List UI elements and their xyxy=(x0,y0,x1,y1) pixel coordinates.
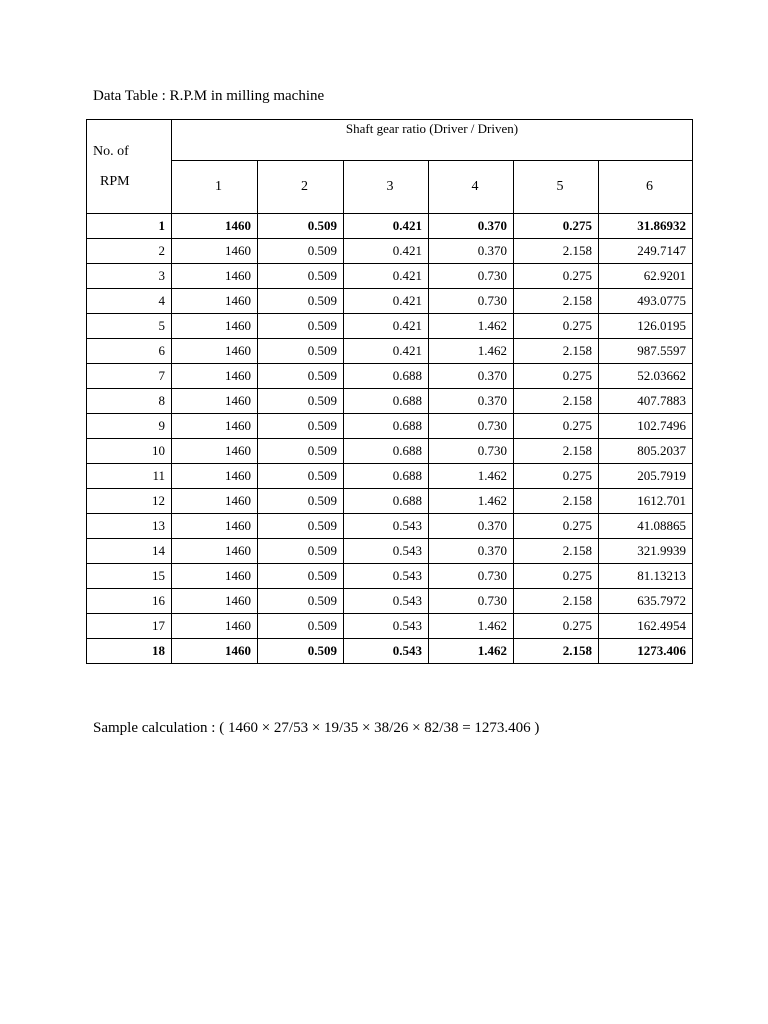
row-number-cell: 17 xyxy=(87,614,172,639)
table-cell: 321.9939 xyxy=(599,539,693,564)
table-cell: 0.730 xyxy=(429,289,514,314)
table-cell: 0.730 xyxy=(429,264,514,289)
table-cell: 0.509 xyxy=(258,264,344,289)
table-row xyxy=(87,264,693,289)
row-number-cell: 18 xyxy=(87,639,172,664)
row-number-cell: 6 xyxy=(87,339,172,364)
table-row xyxy=(87,314,693,339)
table-row xyxy=(87,589,693,614)
table-row xyxy=(87,489,693,514)
row-number-cell: 14 xyxy=(87,539,172,564)
table-cell: 205.7919 xyxy=(599,464,693,489)
table-cell: 0.421 xyxy=(344,339,429,364)
row-number-cell: 4 xyxy=(87,289,172,314)
table-cell: 1460 xyxy=(172,289,258,314)
table-cell: 2.158 xyxy=(514,439,599,464)
table-row xyxy=(87,339,693,364)
table-cell: 1460 xyxy=(172,339,258,364)
table-row xyxy=(87,214,693,239)
table-cell: 0.509 xyxy=(258,564,344,589)
table-cell: 0.275 xyxy=(514,614,599,639)
table-cell: 1460 xyxy=(172,564,258,589)
column-number-row xyxy=(87,161,693,214)
table-cell: 1.462 xyxy=(429,464,514,489)
table-cell: 0.688 xyxy=(344,439,429,464)
table-cell: 0.509 xyxy=(258,589,344,614)
table-cell: 1612.701 xyxy=(599,489,693,514)
table-cell: 0.509 xyxy=(258,639,344,664)
column-header: 6 xyxy=(599,161,693,214)
table-cell: 1460 xyxy=(172,514,258,539)
table-row xyxy=(87,414,693,439)
table-cell: 0.730 xyxy=(429,589,514,614)
table-cell: 41.08865 xyxy=(599,514,693,539)
table-caption: Data Table : R.P.M in milling machine xyxy=(93,88,325,104)
rpm-data-table xyxy=(86,119,693,664)
table-cell: 2.158 xyxy=(514,589,599,614)
table-row xyxy=(87,514,693,539)
table-cell: 635.7972 xyxy=(599,589,693,614)
row-number-cell: 11 xyxy=(87,464,172,489)
table-cell: 0.730 xyxy=(429,564,514,589)
row-number-cell: 16 xyxy=(87,589,172,614)
row-number-cell: 10 xyxy=(87,439,172,464)
table-cell: 52.03662 xyxy=(599,364,693,389)
table-cell: 1460 xyxy=(172,539,258,564)
table-cell: 0.370 xyxy=(429,239,514,264)
table-cell: 0.421 xyxy=(344,264,429,289)
table-cell: 0.509 xyxy=(258,389,344,414)
table-cell: 0.421 xyxy=(344,214,429,239)
table-cell: 0.509 xyxy=(258,489,344,514)
table-cell: 0.543 xyxy=(344,614,429,639)
table-cell: 0.730 xyxy=(429,414,514,439)
table-cell: 0.421 xyxy=(344,314,429,339)
table-cell: 0.543 xyxy=(344,564,429,589)
table-row xyxy=(87,639,693,664)
table-cell: 81.13213 xyxy=(599,564,693,589)
table-cell: 0.730 xyxy=(429,439,514,464)
column-header: 5 xyxy=(514,161,599,214)
row-number-cell: 7 xyxy=(87,364,172,389)
table-cell: 126.0195 xyxy=(599,314,693,339)
table-cell: 0.370 xyxy=(429,214,514,239)
table-cell: 0.688 xyxy=(344,489,429,514)
table-cell: 493.0775 xyxy=(599,289,693,314)
table-cell: 62.9201 xyxy=(599,264,693,289)
table-body xyxy=(87,214,693,664)
table-cell: 1.462 xyxy=(429,639,514,664)
table-cell: 0.370 xyxy=(429,389,514,414)
column-header: 2 xyxy=(258,161,344,214)
table-cell: 2.158 xyxy=(514,639,599,664)
table-cell: 1460 xyxy=(172,589,258,614)
row-number-cell: 8 xyxy=(87,389,172,414)
table-cell: 0.543 xyxy=(344,539,429,564)
table-cell: 0.509 xyxy=(258,314,344,339)
table-cell: 0.509 xyxy=(258,614,344,639)
table-row xyxy=(87,614,693,639)
table-row xyxy=(87,289,693,314)
table-cell: 0.543 xyxy=(344,639,429,664)
column-header: 4 xyxy=(429,161,514,214)
table-row xyxy=(87,439,693,464)
table-cell: 0.543 xyxy=(344,514,429,539)
table-cell: 0.275 xyxy=(514,264,599,289)
table-cell: 1273.406 xyxy=(599,639,693,664)
table-cell: 805.2037 xyxy=(599,439,693,464)
table-cell: 0.509 xyxy=(258,539,344,564)
row-number-cell: 1 xyxy=(87,214,172,239)
table-cell: 1460 xyxy=(172,389,258,414)
table-cell: 1460 xyxy=(172,314,258,339)
table-cell: 1460 xyxy=(172,614,258,639)
table-cell: 1460 xyxy=(172,414,258,439)
table-cell: 102.7496 xyxy=(599,414,693,439)
table-cell: 0.275 xyxy=(514,414,599,439)
table-cell: 1460 xyxy=(172,489,258,514)
row-number-header xyxy=(87,120,172,214)
table-cell: 1460 xyxy=(172,364,258,389)
table-cell: 162.4954 xyxy=(599,614,693,639)
row-number-cell: 15 xyxy=(87,564,172,589)
row-number-header-line2: RPM xyxy=(100,173,130,189)
table-cell: 1460 xyxy=(172,639,258,664)
table-cell: 0.275 xyxy=(514,214,599,239)
table-cell: 2.158 xyxy=(514,389,599,414)
table-cell: 0.688 xyxy=(344,364,429,389)
table-cell: 1460 xyxy=(172,464,258,489)
row-number-cell: 9 xyxy=(87,414,172,439)
table-cell: 0.688 xyxy=(344,389,429,414)
table-cell: 1.462 xyxy=(429,489,514,514)
table-row xyxy=(87,564,693,589)
row-number-cell: 5 xyxy=(87,314,172,339)
row-number-cell: 3 xyxy=(87,264,172,289)
table-cell: 0.509 xyxy=(258,239,344,264)
table-cell: 1460 xyxy=(172,239,258,264)
table-cell: 0.509 xyxy=(258,514,344,539)
table-cell: 249.7147 xyxy=(599,239,693,264)
table-cell: 1.462 xyxy=(429,339,514,364)
table-cell: 0.509 xyxy=(258,464,344,489)
table-cell: 1460 xyxy=(172,439,258,464)
table-cell: 0.509 xyxy=(258,289,344,314)
table-cell: 0.370 xyxy=(429,539,514,564)
row-number-cell: 12 xyxy=(87,489,172,514)
table-cell: 0.421 xyxy=(344,239,429,264)
sample-calculation: Sample calculation : ( 1460 × 27/53 × 19/35 × 38/26 × 82/38 = 1273.406 ) xyxy=(93,720,540,736)
table-row xyxy=(87,539,693,564)
table-cell: 0.421 xyxy=(344,289,429,314)
table-cell: 0.509 xyxy=(258,439,344,464)
row-number-cell: 13 xyxy=(87,514,172,539)
table-cell: 407.7883 xyxy=(599,389,693,414)
column-header: 3 xyxy=(344,161,429,214)
table-cell: 2.158 xyxy=(514,539,599,564)
table-cell: 0.275 xyxy=(514,314,599,339)
column-header: 1 xyxy=(172,161,258,214)
table-row xyxy=(87,389,693,414)
table-cell: 0.509 xyxy=(258,214,344,239)
row-number-cell: 2 xyxy=(87,239,172,264)
row-number-header-line1: No. of xyxy=(93,143,129,159)
table-row xyxy=(87,239,693,264)
table-cell: 0.275 xyxy=(514,464,599,489)
table-cell: 0.370 xyxy=(429,364,514,389)
table-row xyxy=(87,464,693,489)
gear-ratio-group-header: Shaft gear ratio (Driver / Driven) xyxy=(172,120,693,161)
table-cell: 0.370 xyxy=(429,514,514,539)
table-cell: 0.688 xyxy=(344,414,429,439)
table-cell: 1460 xyxy=(172,264,258,289)
table-cell: 2.158 xyxy=(514,339,599,364)
table-cell: 2.158 xyxy=(514,489,599,514)
table-cell: 0.275 xyxy=(514,564,599,589)
table-cell: 1.462 xyxy=(429,314,514,339)
table-cell: 1460 xyxy=(172,214,258,239)
table-cell: 31.86932 xyxy=(599,214,693,239)
table-row xyxy=(87,364,693,389)
table-cell: 0.509 xyxy=(258,414,344,439)
table-cell: 0.688 xyxy=(344,464,429,489)
table-cell: 0.275 xyxy=(514,364,599,389)
table-cell: 2.158 xyxy=(514,239,599,264)
table-cell: 0.509 xyxy=(258,364,344,389)
table-cell: 0.275 xyxy=(514,514,599,539)
table-cell: 0.509 xyxy=(258,339,344,364)
table-cell: 0.543 xyxy=(344,589,429,614)
table-cell: 2.158 xyxy=(514,289,599,314)
table-cell: 1.462 xyxy=(429,614,514,639)
table-cell: 987.5597 xyxy=(599,339,693,364)
